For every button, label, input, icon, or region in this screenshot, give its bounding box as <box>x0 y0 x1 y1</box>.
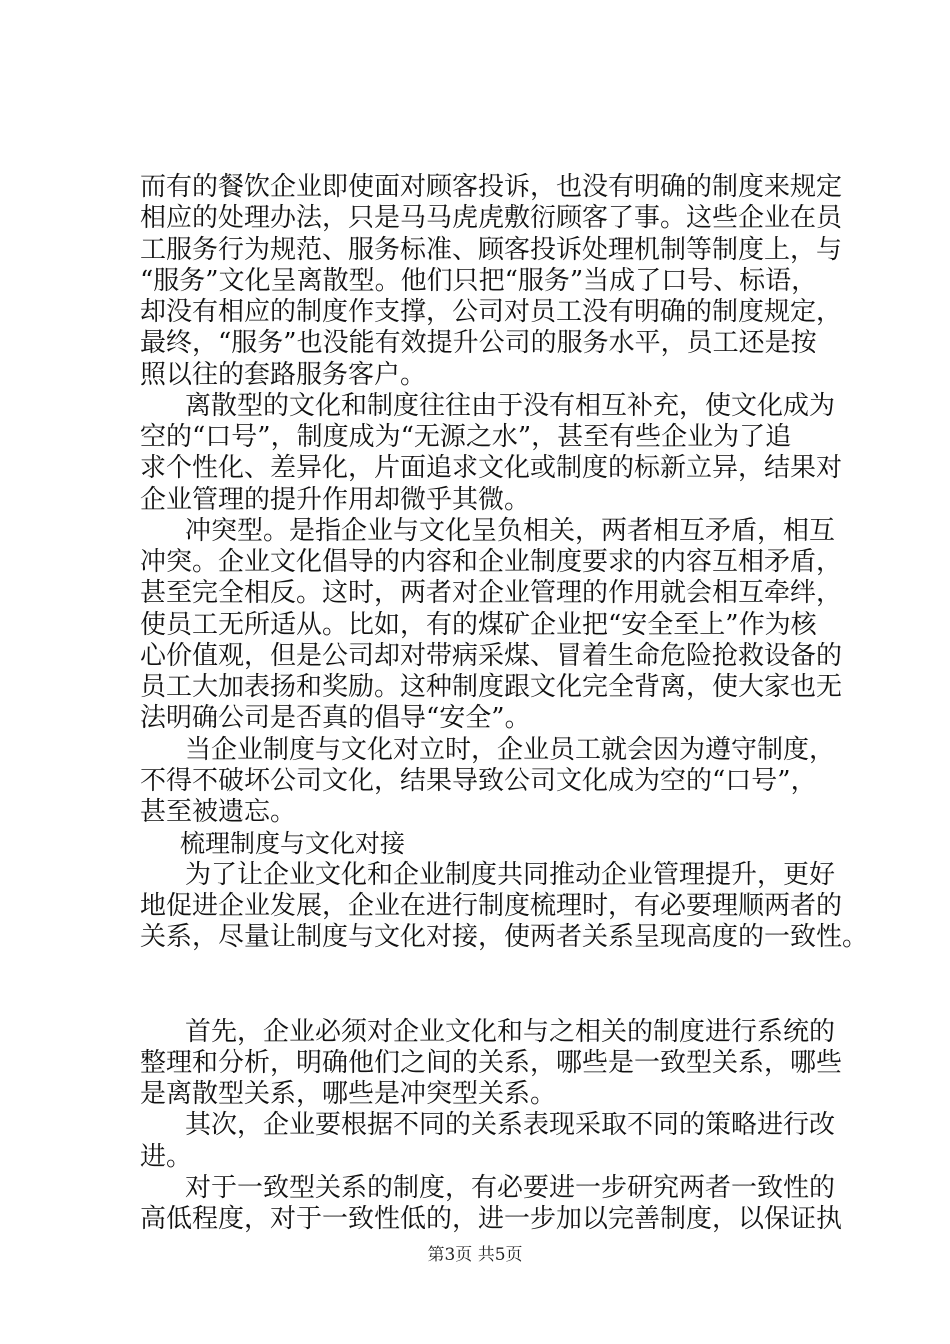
text-line: 企业管理的提升作用却微乎其微。 <box>140 484 531 515</box>
text-line: 而有的餐饮企业即使面对顾客投诉，也没有明确的制度来规定 <box>140 172 843 202</box>
text-line: 空的“口号”，制度成为“无源之水”，甚至有些企业为了追 <box>140 422 792 452</box>
text-line: 首先，企业必须对企业文化和与之相关的制度进行系统的 <box>185 1016 836 1047</box>
text-line: 离散型的文化和制度往往由于没有相互补充，使文化成为 <box>185 390 836 421</box>
text-line: 对于一致型关系的制度，有必要进一步研究两者一致性的 <box>185 1172 836 1203</box>
text-line: 工服务行为规范、服务标准、顾客投诉处理机制等制度上，与 <box>140 234 843 265</box>
text-line: 最终，“服务”也没能有效提升公司的服务水平，员工还是按 <box>140 328 817 359</box>
text-line: 其次，企业要根据不同的关系表现采取不同的策略进行改 <box>185 1110 836 1141</box>
text-line: 高低程度，对于一致性低的，进一步加以完善制度，以保证执 <box>140 1204 843 1234</box>
text-line: 使员工无所适从。比如，有的煤矿企业把“安全至上”作为核 <box>140 609 817 640</box>
page-footer: 第3页 共5页 <box>427 1245 523 1265</box>
text-line: 为了让企业文化和企业制度共同推动企业管理提升，更好 <box>185 859 836 890</box>
section-heading: 梳理制度与文化对接 <box>180 829 406 859</box>
text-line: 地促进企业发展，企业在进行制度梳理时，有必要理顺两者的 <box>140 890 843 921</box>
text-line: 甚至被遗忘。 <box>140 797 297 827</box>
text-line: 当企业制度与文化对立时，企业员工就会因为遵守制度， <box>185 734 836 765</box>
text-line: “服务”文化呈离散型。他们只把“服务”当成了口号、标语， <box>140 265 818 296</box>
text-line: 法明确公司是否真的倡导“安全”。 <box>140 703 531 734</box>
text-line: 整理和分析，明确他们之间的关系，哪些是一致型关系，哪些 <box>140 1047 843 1078</box>
text-line: 关系，尽量让制度与文化对接，使两者关系呈现高度的一致性。 <box>140 922 869 952</box>
text-line: 心价值观，但是公司却对带病采煤、冒着生命危险抢救设备的 <box>140 640 843 671</box>
text-line: 却没有相应的制度作支撑，公司对员工没有明确的制度规定， <box>140 297 843 327</box>
document-body <box>140 172 869 1235</box>
text-line: 进。 <box>140 1141 193 1172</box>
text-line: 是离散型关系，哪些是冲突型关系。 <box>140 1079 557 1109</box>
text-line: 冲突型。是指企业与文化呈负相关，两者相互矛盾，相互 <box>185 515 836 546</box>
text-line: 冲突。企业文化倡导的内容和企业制度要求的内容互相矛盾， <box>140 547 843 577</box>
text-line: 甚至完全相反。这时，两者对企业管理的作用就会相互牵绊， <box>140 578 843 609</box>
blank-line <box>140 969 830 1000</box>
text-line: 相应的处理办法，只是马马虎虎敷衍顾客了事。这些企业在员 <box>140 203 843 234</box>
text-line: 照以往的套路服务客户。 <box>140 359 427 390</box>
text-line: 不得不破坏公司文化，结果导致公司文化成为空的“口号”， <box>140 765 817 796</box>
text-line: 员工大加表扬和奖励。这种制度跟文化完全背离，使大家也无 <box>140 672 843 702</box>
text-line: 求个性化、差异化，片面追求文化或制度的标新立异，结果对 <box>140 453 843 484</box>
